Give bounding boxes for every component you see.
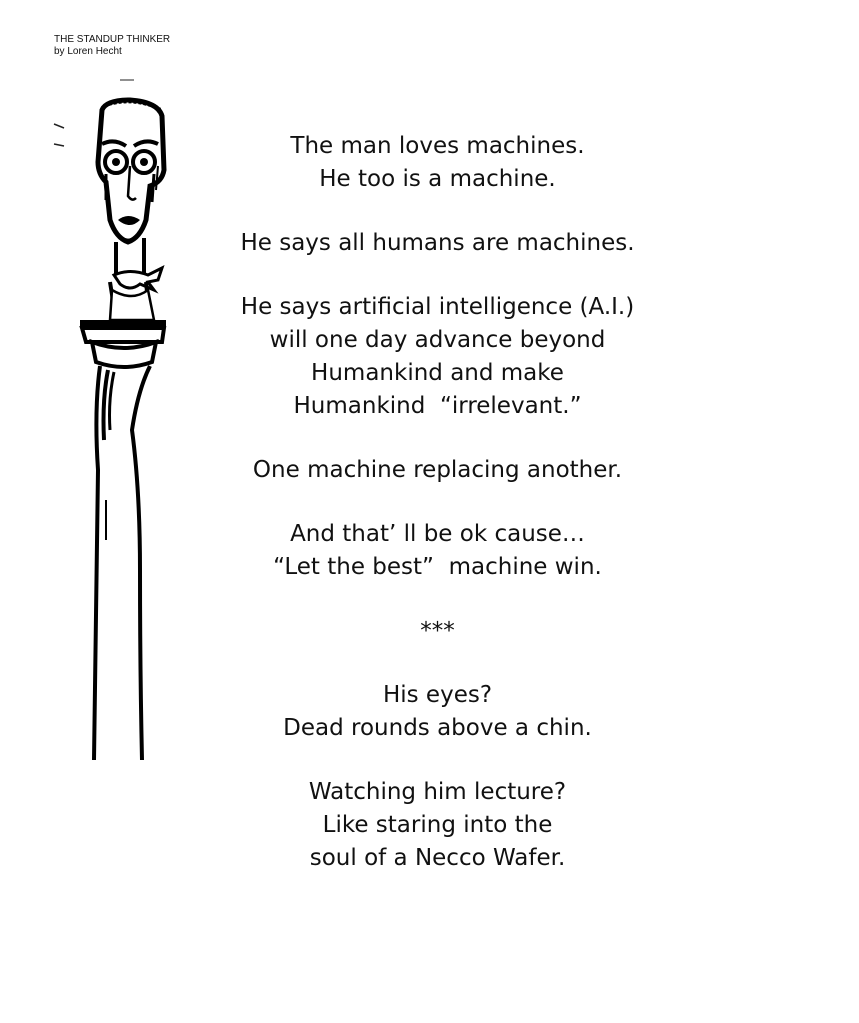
poem-line: Humankind “irrelevant.” [293, 393, 582, 419]
poem [200, 130, 675, 906]
poem-line: *** [420, 618, 455, 644]
poem-line: His eyes? [382, 682, 493, 708]
poem-line: He says all humans are machines. [240, 230, 635, 256]
stanza [200, 454, 675, 487]
poem-line: Humankind and make [311, 360, 564, 386]
stanza [200, 227, 675, 260]
poem-line: Like staring into the [322, 812, 553, 838]
stanza [200, 679, 675, 745]
byline: by Loren Hecht [54, 46, 122, 57]
page-header [54, 34, 170, 58]
poem-line: Watching him lecture? [308, 779, 567, 805]
stanza [200, 291, 675, 423]
stanza [200, 776, 675, 875]
poem-line: “Let the best” machine win. [273, 554, 602, 580]
poem-line: The man loves machines. [290, 133, 585, 159]
poem-line: will one day advance beyond [269, 327, 606, 353]
stanza [200, 130, 675, 196]
stanza [200, 615, 675, 648]
stanza [200, 518, 675, 584]
poem-line: He says artificial intelligence (A.I.) [240, 294, 635, 320]
poem-line: One machine replacing another. [252, 457, 623, 483]
poem-line: Dead rounds above a chin. [283, 715, 592, 741]
long-neck-figure-icon [44, 70, 184, 770]
title: THE STANDUP THINKER [54, 34, 171, 45]
poem-line: He too is a machine. [319, 166, 556, 192]
poem-line: And that’ ll be ok cause… [290, 521, 585, 547]
poem-line: soul of a Necco Wafer. [309, 845, 566, 871]
